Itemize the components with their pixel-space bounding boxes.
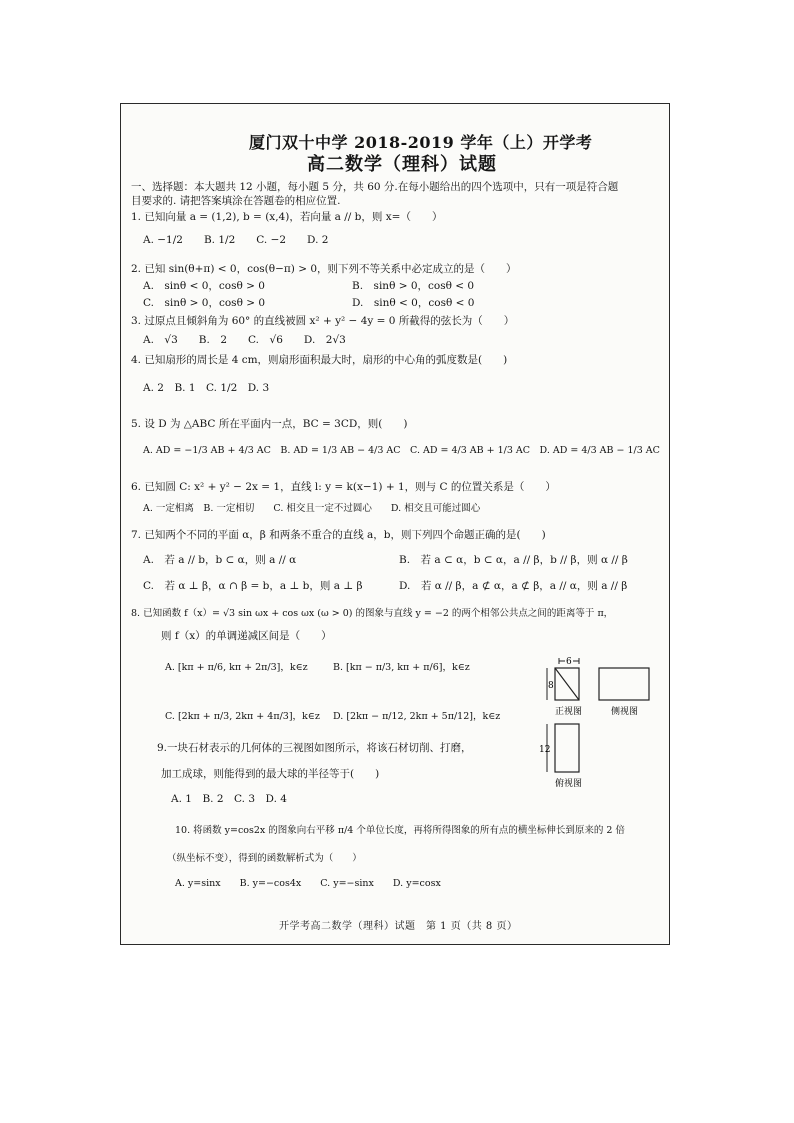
q9-options: A. 1 B. 2 C. 3 D. 4 bbox=[171, 793, 287, 805]
dim-top-label: 6 bbox=[566, 657, 572, 667]
q8-option-a: A. [kπ + π/6, kπ + 2π/3]，k∈z bbox=[165, 662, 308, 673]
top-view-label: 俯视图 bbox=[555, 779, 583, 789]
side-view bbox=[599, 668, 649, 717]
q10-stem: 10. 将函数 y=cos2x 的图象向右平移 π/4 个单位长度，再将所得图象的所有点的横坐标伸长到原来的 2 倍 bbox=[175, 825, 625, 836]
three-view-figure bbox=[541, 654, 661, 794]
q1-options: A. −1/2 B. 1/2 C. −2 D. 2 bbox=[143, 234, 329, 246]
exam-title: 厦门双十中学 2018-2019 学年（上）开学考 bbox=[249, 133, 593, 152]
q7-option-d: D. 若 α // β，a ⊄ α，a ⊄ β，a // α，则 a // β bbox=[399, 580, 628, 592]
q8-option-b: B. [kπ − π/3, kπ + π/6]，k∈z bbox=[333, 662, 470, 673]
q7-option-b: B. 若 a ⊂ α，b ⊂ α，a // β，b // β，则 α // β bbox=[399, 554, 628, 566]
q6-options: A. 一定相离 B. 一定相切 C. 相交且一定不过圆心 D. 相交且可能过圆心 bbox=[143, 503, 481, 514]
exam-subtitle: 高二数学（理科）试题 bbox=[307, 154, 497, 175]
q10-stem-2: （纵坐标不变），得到的函数解析式为（ ） bbox=[167, 853, 362, 864]
q3-options: A. √3 B. 2 C. √6 D. 2√3 bbox=[143, 334, 346, 346]
q2-option-c: C. sinθ > 0，cosθ > 0 bbox=[143, 297, 266, 309]
q10-options: A. y=sinx B. y=−cos4x C. y=−sinx D. y=cosx bbox=[175, 878, 441, 889]
q5-options: A. AD = −1/3 AB + 4/3 AC B. AD = 1/3 AB − 4/3 AC C. AD = 4/3 AB + 1/3 AC D. AD = 4/3 AB − 1/3 AC bbox=[143, 445, 660, 456]
q5-stem: 5. 设 D 为 △ABC 所在平面内一点，BC = 3CD，则( ) bbox=[131, 418, 408, 430]
q1-stem: 1. 已知向量 a = (1,2), b = (x,4)，若向量 a // b，则 x=（ ） bbox=[131, 211, 443, 223]
q8-option-d: D. [2kπ − π/12, 2kπ + 5π/12]，k∈z bbox=[333, 711, 501, 722]
front-view bbox=[547, 657, 582, 717]
top-view bbox=[539, 724, 582, 789]
exam-page bbox=[120, 103, 670, 945]
q9-stem: 9.一块石材表示的几何体的三视图如图所示，将该石材切削、打磨， bbox=[157, 742, 472, 754]
q8-stem: 8. 已知函数 f（x）= √3 sin ωx + cos ωx (ω > 0) 的图象与直线 y = −2 的两个相邻公共点之间的距离等于 π， bbox=[131, 608, 614, 619]
section-instruction-line2: 目要求的. 请把答案填涂在答题卷的相应位置. bbox=[131, 195, 341, 207]
q7-stem: 7. 已知两个不同的平面 α，β 和两条不重合的直线 a，b，则下列四个命题正确的是( ) bbox=[131, 529, 546, 541]
dim-front-label: 8 bbox=[548, 681, 554, 691]
q2-option-a: A. sinθ < 0，cosθ > 0 bbox=[143, 280, 265, 292]
q8-stem-2: 则 f（x）的单调递减区间是（ ） bbox=[161, 630, 332, 642]
q7-option-c: C. 若 α ⊥ β，α ∩ β = b，a ⊥ b，则 a ⊥ β bbox=[143, 580, 363, 592]
dim-top-view-label: 12 bbox=[539, 745, 551, 755]
page-footer: 开学考高二数学（理科）试题 第 1 页（共 8 页） bbox=[279, 921, 518, 932]
q2-option-b: B. sinθ > 0，cosθ < 0 bbox=[352, 280, 475, 292]
q2-stem: 2. 已知 sin(θ+π) < 0，cos(θ−π) > 0，则下列不等关系中必定成立的是（ ） bbox=[131, 263, 517, 275]
q6-stem: 6. 已知圆 C: x² + y² − 2x = 1，直线 l: y = k(x−1) + 1，则与 C 的位置关系是（ ） bbox=[131, 481, 556, 493]
q4-options: A. 2 B. 1 C. 1/2 D. 3 bbox=[143, 382, 270, 394]
q7-option-a: A. 若 a // b，b ⊂ α，则 a // α bbox=[143, 554, 297, 566]
side-view-label: 侧视图 bbox=[611, 707, 639, 717]
q8-option-c: C. [2kπ + π/3, 2kπ + 4π/3]，k∈z bbox=[165, 711, 320, 722]
q4-stem: 4. 已知扇形的周长是 4 cm，则扇形面积最大时，扇形的中心角的弧度数是( ) bbox=[131, 354, 508, 366]
front-view-label: 正视图 bbox=[555, 707, 583, 717]
section-instruction-line1: 一、选择题：本大题共 12 小题，每小题 5 分，共 60 分.在每小题给出的四个选项中，只有一项是符合题 bbox=[131, 181, 619, 193]
q3-stem: 3. 过原点且倾斜角为 60° 的直线被圆 x² + y² − 4y = 0 所截得的弦长为（ ） bbox=[131, 315, 515, 327]
q2-option-d: D. sinθ < 0，cosθ < 0 bbox=[352, 297, 475, 309]
q9-stem-2: 加工成球，则能得到的最大球的半径等于( ) bbox=[161, 768, 380, 780]
